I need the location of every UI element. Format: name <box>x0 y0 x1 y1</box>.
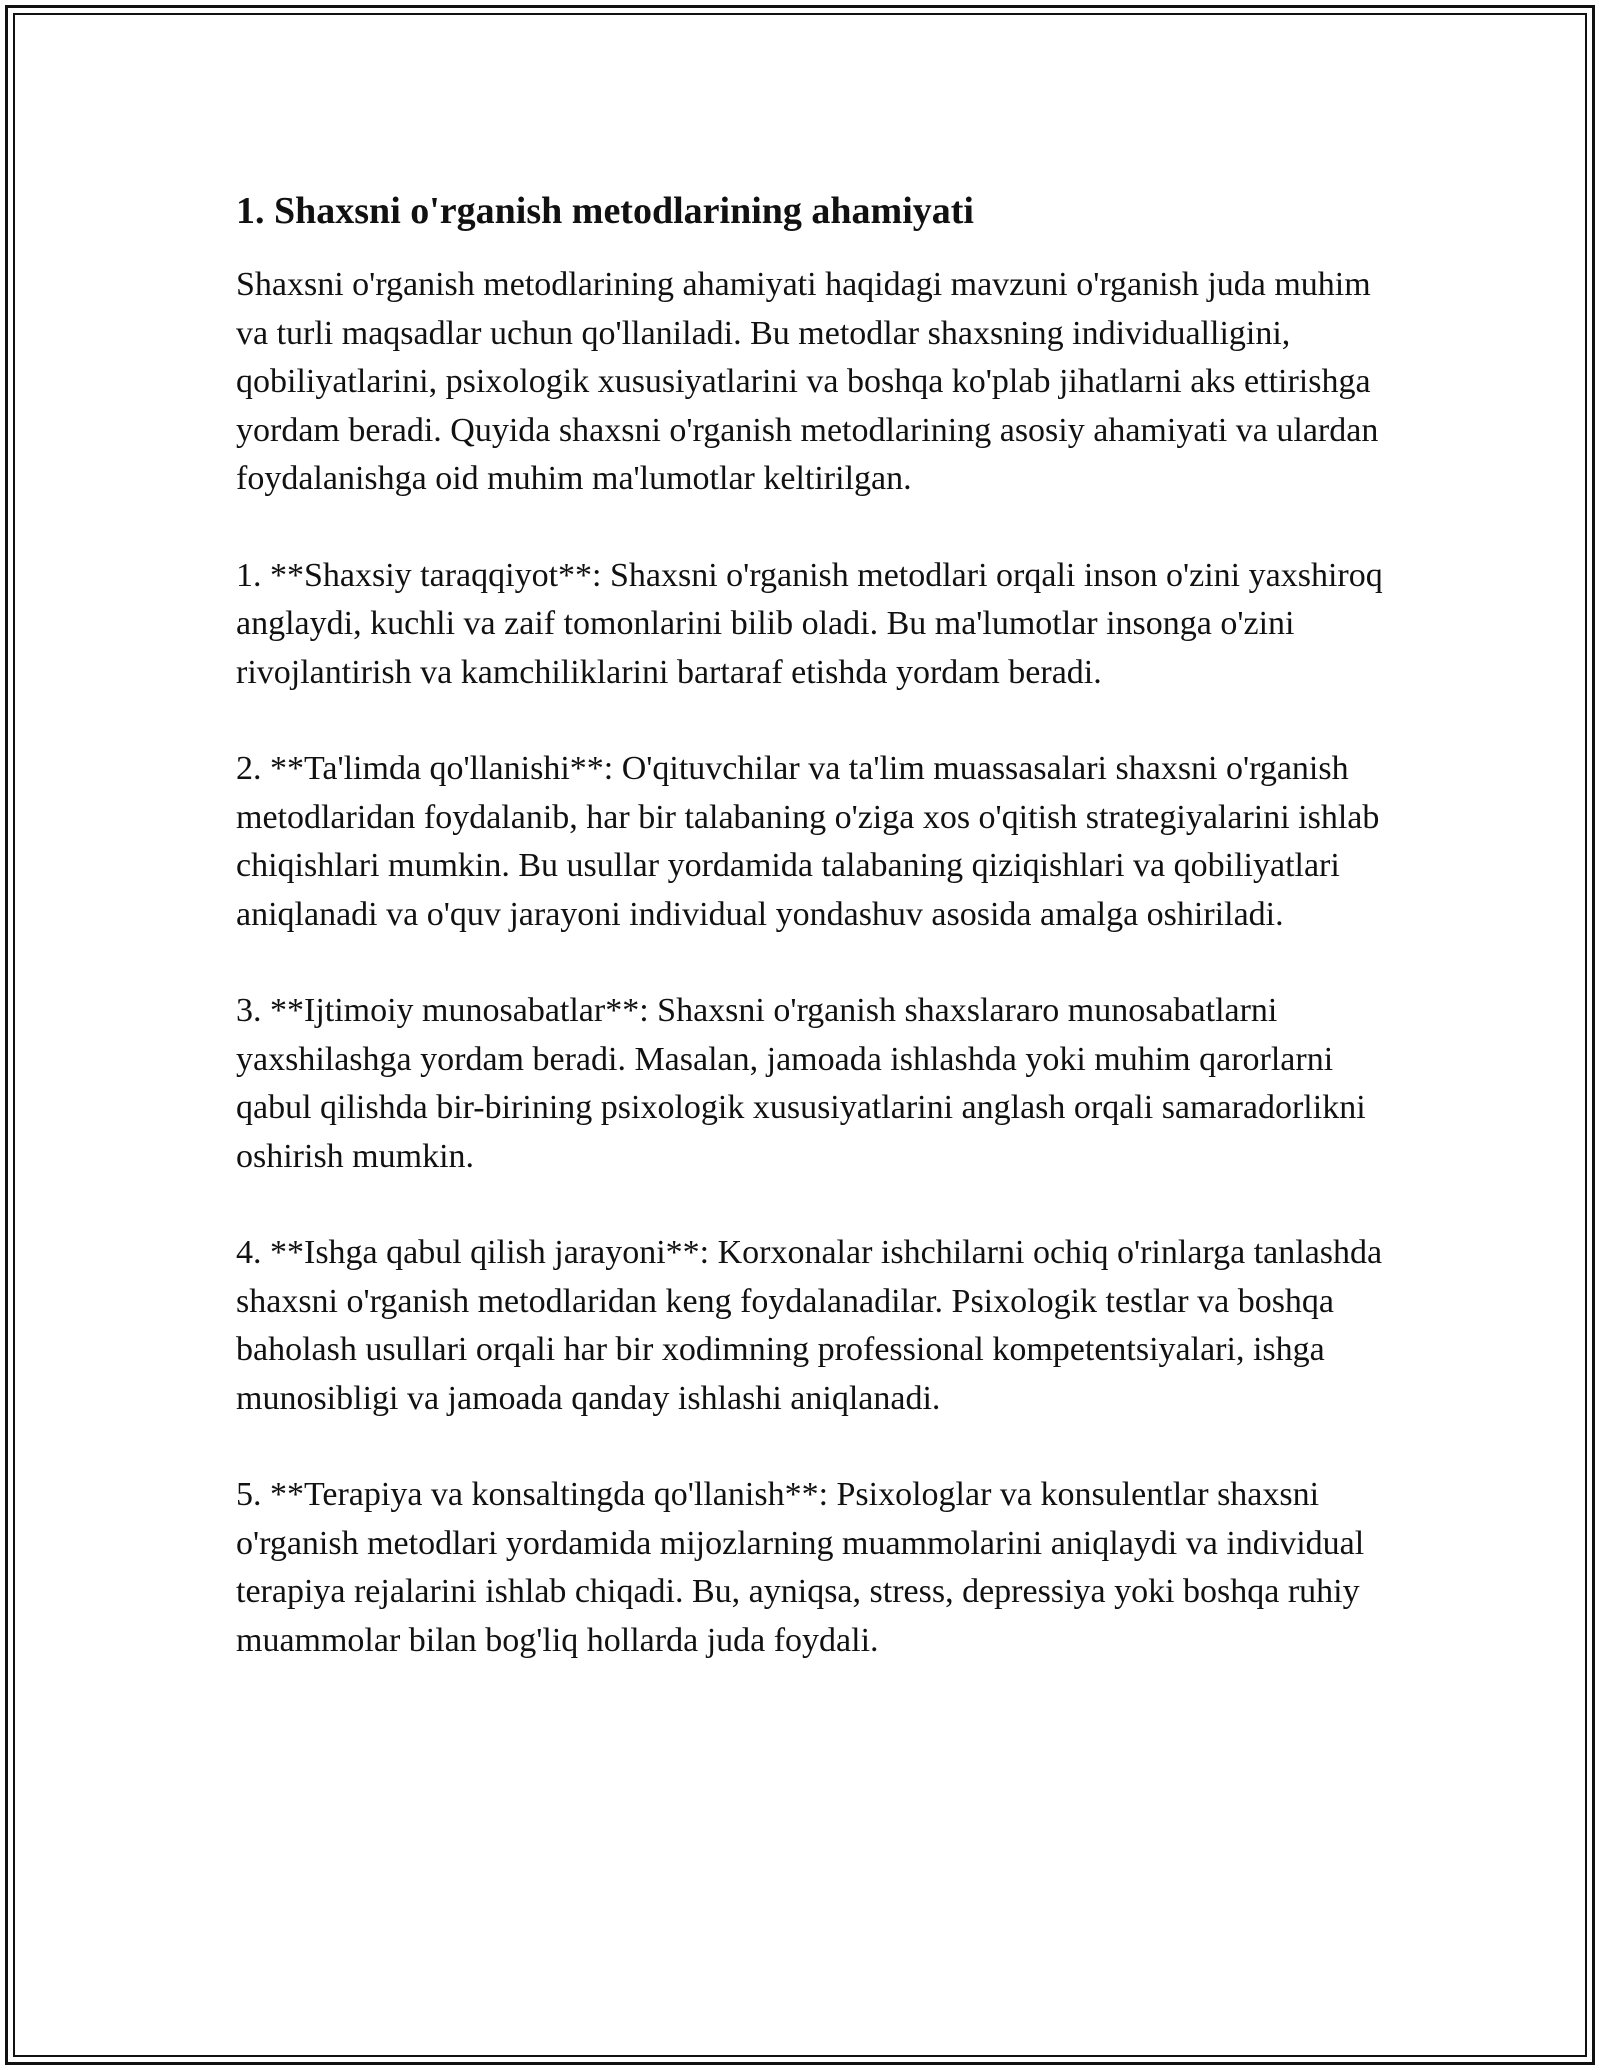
list-item-education: 2. **Ta'limda qo'llanishi**: O'qituvchilar va ta'lim muassasalari shaxsni o'rganish metodlaridan foydalanib, har bir talabaning o'ziga xos o'qitish strategiyalarini ishlab chiqishlari mumkin. Bu usullar yordamida talabaning qiziqishlari va qobiliyatlari aniqlanadi va o'quv jarayoni individual yondashuv asosida amalga oshiriladi. <box>236 750 1380 933</box>
section-heading: 1. Shaxsni o'rganish metodlarining ahamiyati <box>236 190 974 232</box>
list-item-social-relations: 3. **Ijtimoiy munosabatlar**: Shaxsni o'rganish shaxslararo munosabatlarni yaxshilashga yordam beradi. Masalan, jamoada ishlashda yoki muhim qarorlarni qabul qilishda bir-birining psixologik xususiyatlarini anglash orqali samaradorlikni oshirish mumkin. <box>236 992 1366 1175</box>
list-item-personal-development: 1. **Shaxsiy taraqqiyot**: Shaxsni o'rganish metodlari orqali inson o'zini yaxshiroq anglaydi, kuchli va zaif tomonlarini bilib oladi. Bu ma'lumotlar insonga o'zini rivojlantirish va kamchiliklarini bartaraf etishda yordam beradi. <box>236 556 1383 691</box>
list-item-therapy-consulting: 5. **Terapiya va konsaltingda qo'llanish**: Psixologlar va konsulentlar shaxsni o'rganish metodlari yordamida mijozlarning muammolarini aniqlaydi va individual terapiya rejalarini ishlab chiqadi. Bu, ayniqsa, stress, depressiya yoki boshqa ruhiy muammolar bilan bog'liq hollarda juda foydali. <box>236 1476 1365 1659</box>
list-item-hiring-process: 4. **Ishga qabul qilish jarayoni**: Korxonalar ishchilarni ochiq o'rinlarga tanlashda shaxsni o'rganish metodlaridan keng foydalanadilar. Psixologik testlar va boshqa baholash usullari orqali har bir xodimning professional kompetentsiyalari, ishga munosibligi va jamoada qanday ishlashi aniqlanadi. <box>236 1234 1383 1417</box>
document-body <box>236 186 1386 1713</box>
intro-paragraph: Shaxsni o'rganish metodlarining ahamiyati haqidagi mavzuni o'rganish juda muhim va turli maqsadlar uchun qo'llaniladi. Bu metodlar shaxsning individualligini, qobiliyatlarini, psixologik xususiyatlarini va boshqa ko'plab jihatlarni aks ettirishga yordam beradi. Quyida shaxsni o'rganish metodlarining asosiy ahamiyati va ulardan foydalanishga oid muhim ma'lumotlar keltirilgan. <box>236 266 1379 497</box>
